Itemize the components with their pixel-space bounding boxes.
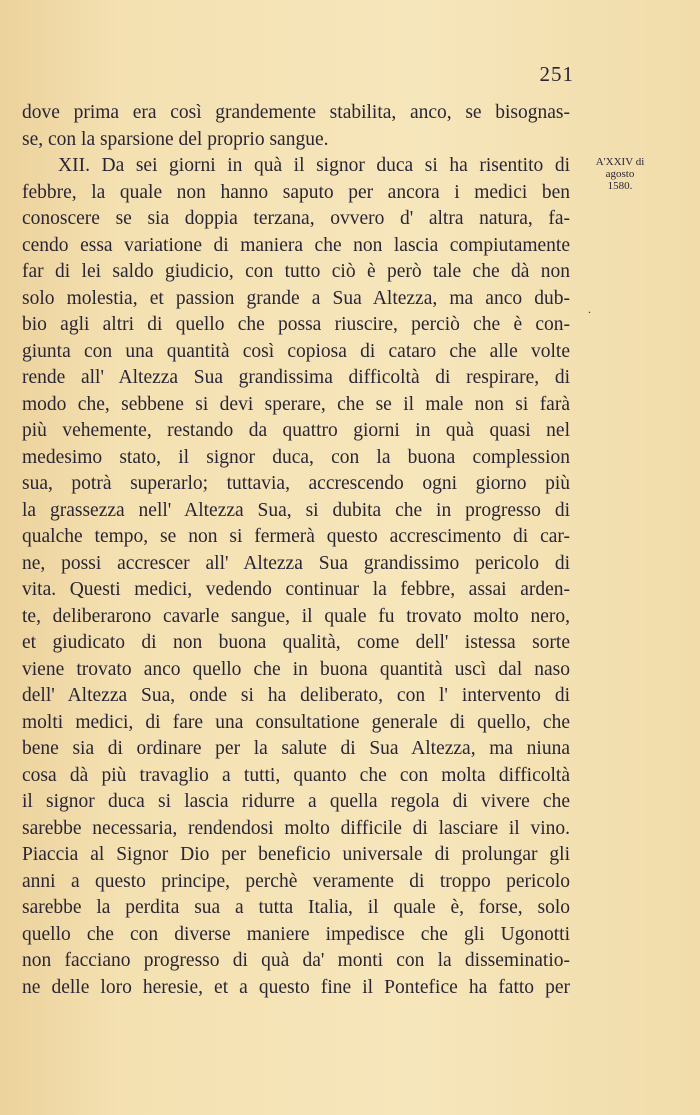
text-line: la grassezza nell' Altezza Sua, si dubita che in progresso di — [22, 499, 570, 521]
text-line: giunta con una quantità così copiosa di cataro che alle volte — [22, 340, 570, 362]
text-line: più vehemente, restando da quattro giorni in quà quasi nel — [22, 420, 570, 441]
text-line: se, con la sparsione del proprio sangue. — [22, 128, 329, 150]
text-line: dell' Altezza Sua, onde si ha deliberato, con l' intervento di — [22, 685, 570, 706]
text-line: et giudicato di non buona qualità, come dell' istessa sorte — [22, 632, 570, 653]
page-number: 251 — [539, 62, 574, 86]
text-line: cendo essa variatione di maniera che non lascia compiutamente — [22, 234, 570, 256]
text-line: conoscere se sia doppia terzana, ovvero d' altra natura, fa- — [22, 208, 570, 229]
text-line: far di lei saldo giudicio, con tutto ciò è però tale che dà non — [22, 261, 570, 282]
text-line: solo molestia, et passion grande a Sua Altezza, ma anco dub- — [22, 287, 570, 309]
text-line: non facciano progresso di quà da' monti con la disseminatio- — [22, 950, 570, 971]
text-line: rende all' Altezza Sua grandissima difficoltà di respirare, di — [22, 367, 570, 388]
text-line: medesimo stato, il signor duca, con la buona complession — [22, 446, 570, 468]
text-line: febbre, la quale non hanno saputo per ancora i medici ben — [22, 181, 570, 203]
text-line: qualche tempo, se non si fermerà questo accrescimento di car- — [22, 526, 570, 547]
text-line: sarebbe necessaria, rendendosi molto difficile di lasciare il vino. — [22, 817, 570, 839]
text-line: cosa dà più travaglio a tutti, quanto che con molta difficoltà — [22, 764, 570, 786]
text-line: molti medici, di fare una consultatione generale di quello, che — [22, 711, 570, 733]
text-line: modo che, sebbene si devi sperare, che se il male non si farà — [22, 393, 570, 415]
text-line: anni a questo principe, perchè veramente di troppo pericolo — [22, 870, 570, 892]
text-line: il signor duca si lascia ridurre a quella regola di vivere che — [22, 791, 570, 812]
margin-note-date: A'XXIV di — [595, 156, 645, 168]
text-line: te, deliberarono cavarle sangue, il quale fu trovato molto nero, — [22, 605, 570, 627]
margin-dot: . — [588, 302, 591, 316]
text-line: bene sia di ordinare per la salute di Sua Altezza, ma niuna — [22, 738, 570, 759]
text-line: dove prima era così grandemente stabilita, anco, se bisognas- — [22, 102, 570, 123]
text-line: sarebbe la perdita sua a tutta Italia, il quale è, forse, solo — [22, 897, 570, 918]
text-line: XII. Da sei giorni in quà il signor duca si ha risentito di — [58, 155, 570, 176]
body-text — [22, 100, 570, 1001]
text-line: quello che con diverse maniere impedisce che gli Ugonotti — [22, 923, 570, 945]
text-line: ne delle loro heresie, et a questo fine il Pontefice ha fatto per — [22, 976, 570, 998]
text-line: sua, potrà superarlo; tuttavia, accrescendo ogni giorno più — [22, 473, 570, 494]
margin-note-month: agosto — [605, 168, 635, 180]
margin-note-year: 1580. — [607, 180, 633, 192]
text-line: vita. Questi medici, vedendo continuar la febbre, assai arden- — [22, 579, 570, 600]
text-line: bio agli altri di quello che possa riuscire, perciò che è con- — [22, 314, 570, 335]
text-line: ne, possi accrescer all' Altezza Sua grandissimo pericolo di — [22, 552, 570, 574]
text-line: viene trovato anco quello che in buona quantità uscì dal naso — [22, 658, 570, 680]
text-line: Piaccia al Signor Dio per beneficio universale di prolungar gli — [22, 844, 570, 865]
margin-note — [580, 156, 660, 192]
